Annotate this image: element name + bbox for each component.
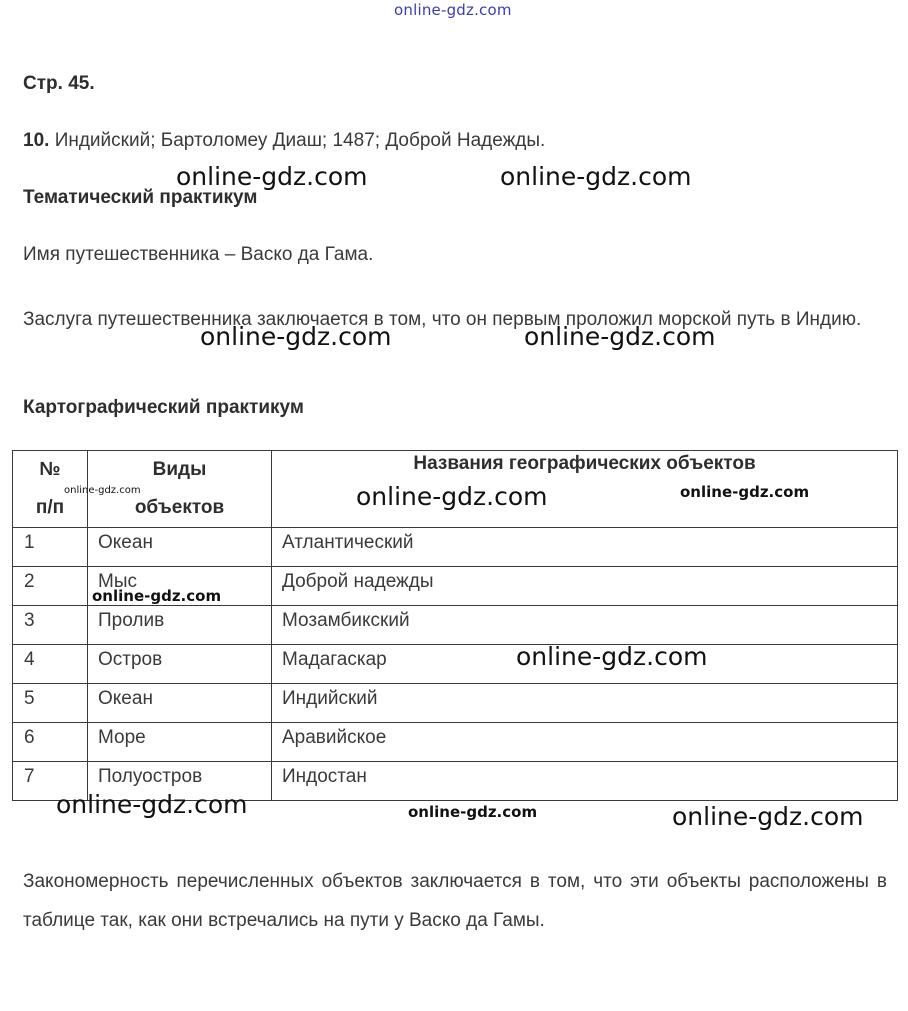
- row-number: 7: [24, 766, 35, 787]
- row-object-type-cell: [88, 606, 272, 645]
- table-row: [13, 528, 898, 567]
- row-object-name-cell: [272, 684, 898, 723]
- answer-10-number: 10.: [23, 130, 50, 151]
- row-number: 4: [24, 649, 35, 670]
- row-object-type: Океан: [98, 532, 153, 553]
- row-object-name-cell: [272, 606, 898, 645]
- table-row: [13, 606, 898, 645]
- answer-10-text: Индийский; Бартоломеу Диаш; 1487; Доброй Надежды.: [49, 130, 546, 151]
- watermark-top: online-gdz.com: [394, 1, 512, 19]
- row-object-type-cell: [88, 723, 272, 762]
- cartographic-heading: Картографический практикум: [23, 397, 304, 418]
- header-type-line2: объектов: [134, 497, 225, 518]
- row-number-cell: [13, 567, 88, 606]
- row-object-name: Аравийское: [282, 727, 387, 748]
- row-object-type: Пролив: [98, 610, 165, 631]
- row-number: 2: [24, 571, 35, 592]
- table-row: [13, 684, 898, 723]
- watermark: online-gdz.com: [200, 322, 392, 351]
- row-number-cell: [13, 606, 88, 645]
- row-object-type: Мыс: [98, 571, 137, 592]
- row-object-type: Море: [98, 727, 146, 748]
- table-row: [13, 645, 898, 684]
- row-object-name: Мадагаскар: [282, 649, 387, 670]
- row-number: 5: [24, 688, 35, 709]
- watermark: online-gdz.com: [356, 482, 548, 511]
- row-object-name: Атлантический: [282, 532, 414, 553]
- row-object-name-cell: [272, 723, 898, 762]
- thematic-heading: Тематический практикум: [23, 187, 258, 208]
- row-object-name: Доброй надежды: [282, 571, 434, 592]
- row-object-name: Индийский: [282, 688, 378, 709]
- conclusion-paragraph: Закономерность перечисленных объектов заключается в том, что эти объекты расположены в таблице так, как они встречались на пути у Васко да Гамы.: [23, 871, 887, 931]
- row-object-type-cell: [88, 684, 272, 723]
- row-object-type: Океан: [98, 688, 153, 709]
- row-number: 3: [24, 610, 35, 631]
- row-object-name: Мозамбикский: [282, 610, 410, 631]
- row-number: 1: [24, 532, 35, 553]
- watermark: online-gdz.com: [500, 162, 692, 191]
- table-row: [13, 723, 898, 762]
- merit-paragraph: Заслуга путешественника заключается в том, что он первым проложил морской путь в Индию.: [23, 309, 862, 330]
- header-names-label: Названия географических объектов: [413, 453, 756, 474]
- traveler-name: Имя путешественника – Васко да Гама.: [23, 244, 374, 265]
- row-number-cell: [13, 645, 88, 684]
- row-number: 6: [24, 727, 35, 748]
- row-number-cell: [13, 723, 88, 762]
- row-object-name-cell: [272, 528, 898, 567]
- watermark: online-gdz.com: [516, 642, 708, 671]
- watermark: online-gdz.com: [680, 483, 810, 501]
- header-number-line1: №: [39, 459, 61, 480]
- row-object-type-cell: [88, 645, 272, 684]
- row-object-name-cell: [272, 762, 898, 801]
- watermark: online-gdz.com: [408, 803, 538, 821]
- header-number-line2: п/п: [35, 497, 65, 518]
- row-number-cell: [13, 528, 88, 567]
- header-type-line1: Виды: [152, 459, 207, 480]
- watermark: online-gdz.com: [92, 587, 222, 605]
- page-label: Стр. 45.: [23, 73, 95, 94]
- row-number-cell: [13, 684, 88, 723]
- watermark: online-gdz.com: [56, 790, 248, 819]
- watermark: online-gdz.com: [176, 162, 368, 191]
- row-object-type: Остров: [98, 649, 163, 670]
- watermark: online-gdz.com: [64, 485, 141, 496]
- watermark: online-gdz.com: [524, 322, 716, 351]
- row-object-type-cell: [88, 528, 272, 567]
- answer-10: [23, 130, 545, 153]
- row-object-name: Индостан: [282, 766, 367, 787]
- row-object-type: Полуостров: [98, 766, 203, 787]
- row-object-name-cell: [272, 567, 898, 606]
- watermark: online-gdz.com: [672, 802, 864, 831]
